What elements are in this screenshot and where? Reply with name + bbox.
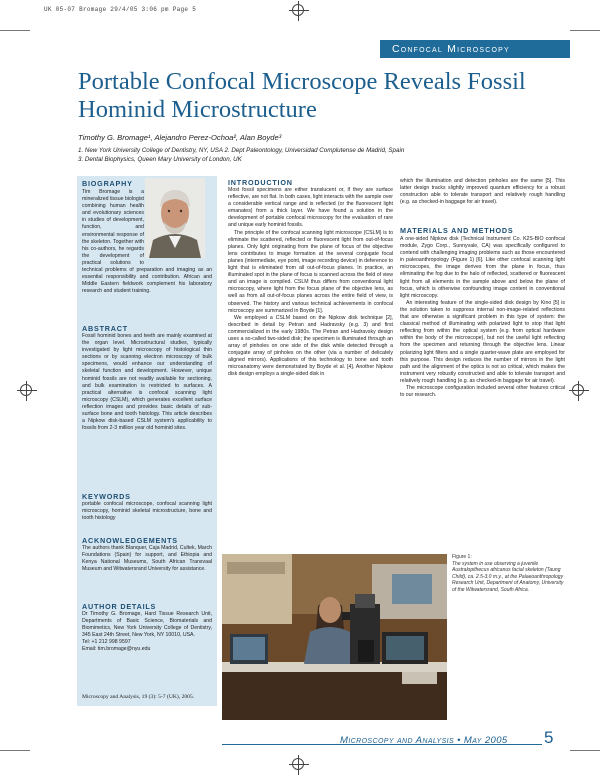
acknowledgements-text: The authors thank Blanquer, Caja Madrid, Cultek, March Foundations (Spain) for support, and Ethiopia and Kenya National Museums, South African Transvaal Museum and Witwatersrand University for assistance. xyxy=(82,545,212,573)
methods-paragraph: An interesting feature of the single-sided disk design by Kino [5] is the solution taken to suppress internal non-image-related reflections that are otherwise a significant problem in this type of system: the classical method of illuminating with polarized light to stop that light reflecting from within the optical system (e.g. from optical hardware within the body of the microscope), but not the useful light reflecting from the specimen and returning through the objective lens. Linear polarizing light filters and a single quarter-wave plate are employed for this purpose. This design reduces the number of mirrors in the light path and the alignment of the optics is not so critical, which makes the instrument very robustly constructed and able to tolerate transport and relatively rough handling (e.g. as checked-in baggage for air travel). xyxy=(400,299,565,384)
intro-paragraph: Most fossil specimens are either translucent or, if they are surface reflective, are not flat. In both cases, light interacts with the sample over a considerable vertical range and is reflected (or the fluorescent light emanates) from a thick layer. We have found a solution in the development of portable confocal microscopy for the evaluation of rare and unique early hominid fossils. xyxy=(228,187,393,229)
article-title: Portable Confocal Microscope Reveals Fossil Hominid Microstructure xyxy=(78,68,526,123)
microscope-lab-photo xyxy=(222,554,447,720)
intro-paragraph: We employed a CSLM based on the Nipkow disk technique [2], described in detail by Petran and Hadravsky (e.g. 3) and first commercialized in the early 1980s. The Petran and Hadravsky design uses a so-called two-sided disk; the specimen is illuminated through an array of pinholes on one side of the disk while detected through a conjugate array of pinholes on the other (via a number of delicately aligned mirrors). Applications of this technology to bone and tooth microanatomy were demonstrated by Boyde et al. [4]. Another Nipkow disk design employs a single-sided disk in xyxy=(228,314,393,378)
abstract-heading: ABSTRACT xyxy=(82,324,128,333)
author-tel: Tel: +1 212 998 9597 xyxy=(82,639,131,646)
author-details-text xyxy=(82,611,212,691)
column3-continued-text: which the illumination and detection pinholes are the same [5]. This latter design tracks slightly improved quantum efficiency for a robust construction able to tolerate transport and relatively rough handling (e.g. as checked-in baggage for air travel). xyxy=(400,178,565,206)
biography-heading: BIOGRAPHY xyxy=(82,179,133,188)
figure-1-photo xyxy=(222,554,447,720)
abstract-text: Fossil hominid bones and teeth are mainly examined at the organ level. Microstructural studies, typically investigated by light microscopy of histological thin sections or by scanning electron microscopy of bulk specimens, would enhance our understanding of skeletal function and development. However, unique hominid fossils are not readily available for sectioning, and bulk examination is restricted to surfaces. A practical alternative is confocal scanning light microscopy (CSLM), which generates excellent surface reflection images and provides basic details of sub-surface bone and tooth histology. This article describes a Nipkow disk-based CSLM system's applicability to fossils from 2-3 million year old hominid sites. xyxy=(82,333,212,432)
keywords-heading: KEYWORDS xyxy=(82,492,131,501)
methods-paragraph: A one-sided Nipkow disk (Technical Instrument Co. K2S-BIO confocal module, Zygo Corp., Sunnyvale, CA) was specifically configured to contend with challenging imaging problems such as those encountered in paleoanthropology (Figure 1) [6]. Like other confocal scanning light microscopes, the image derives from the plane in focus, thus eliminating the fog due to the halo of reflected, scattered or fluorescent light from all elements in the sample above and below the plane of focus, which is otherwise confounding image content in conventional light microscopy. xyxy=(400,236,565,299)
footer-text: Microscopy and Analysis • May 2005 xyxy=(340,735,508,746)
registration-mark-top xyxy=(292,4,304,16)
author-details-heading: AUTHOR DETAILS xyxy=(82,602,157,611)
affiliation-line: 3. Dental Biophysics, Queen Mary University of London, UK xyxy=(78,156,242,163)
section-label: Confocal Microscopy xyxy=(392,43,510,55)
materials-methods-heading: MATERIALS AND METHODS xyxy=(400,226,514,235)
figure-1-caption xyxy=(452,554,564,594)
intro-paragraph: The principle of the confocal scanning light microscope (CSLM) is to eliminate the scattered, reflected or fluorescent light from out-of-focus planes. Only light originating from the plane of focus of the objective lens contributes to image formation at the several conjugate focal planes (intermediate, eye point, image recording device) in deference to light that is eliminated from all out-of-focus planes. In practice, an illuminated spot in the plane of focus is scanned across the field of view and an image is compiled. CSLM thus differs from conventional light microscopy, where light from the focus plane of the objective lens, as well as from all out-of-focus planes across the entire field of view, is observed. The history and various technical achievements in confocal microscopy are summarized in Boyde [1]. xyxy=(228,229,393,314)
affiliation-line: 1. New York University College of Dentistry, NY, USA 2. Dept Paleontology, Universidad Complutense de Madrid, Spain xyxy=(78,147,405,154)
author-email: Email: tim.bromage@nyu.edu xyxy=(82,646,151,653)
acknowledgements-heading: ACKNOWLEDGEMENTS xyxy=(82,536,178,545)
figure-label: Figure 1: xyxy=(452,554,472,560)
crop-mark xyxy=(570,750,600,751)
article-authors: Timothy G. Bromage¹, Alejandro Perez-Ochoa², Alan Boyde³ xyxy=(78,133,282,142)
biography-section xyxy=(82,179,140,188)
introduction-text xyxy=(228,187,393,551)
registration-mark-left xyxy=(20,384,32,396)
printer-slug: UK 05-07 Bromage 29/4/05 3:06 pm Page 5 xyxy=(44,6,197,13)
biography-text xyxy=(82,189,212,321)
keywords-text: portable confocal microscope, confocal scanning light microscopy, hominid skeletal microstructure, bone and tooth histology xyxy=(82,501,212,522)
crop-mark xyxy=(0,750,30,751)
introduction-heading: INTRODUCTION xyxy=(228,178,293,187)
materials-methods-text xyxy=(400,236,565,546)
crop-mark xyxy=(570,30,600,31)
page-number: 5 xyxy=(544,728,554,747)
registration-mark-bottom xyxy=(292,758,304,770)
section-banner xyxy=(380,40,570,58)
crop-mark xyxy=(0,30,30,31)
methods-paragraph: The microscope configuration included several other features critical to our research. xyxy=(400,384,565,399)
registration-mark-right xyxy=(572,384,584,396)
biography-body: Tim Bromage is a mineralized tissue biologist combining human health and evolutionary sciences in studies of development, function, and environmental response of the skeleton. Together with his co-authors, he regards the development of practical solutions to technical problems of preparation and imaging as an essential responsibility and contribution. African and Middle Eastern fieldwork complement his laboratory research and student training. xyxy=(82,189,212,295)
author-affiliations xyxy=(78,146,558,164)
portrait-wrap-space xyxy=(144,189,212,263)
author-address: Dr Timothy G. Bromage, Hard Tissue Research Unit, Departments of Basic Science, Biomaterials and Biomimetics, New York University College of Dentistry, 345 East 24th Street, New York, NY 10010, USA. xyxy=(82,611,212,639)
figure-caption-text: The system in use observing a juvenile Australopithecus africanus facial skeleton (Taung Child), ca. 2.5-3.0 m.y., at the Palaeoanthropology Research Unit, Department of Anatomy, University of the Witwatersrand, South Africa. xyxy=(452,560,564,593)
article-citation: Microscopy and Analysis, 19 (3): 5-7 (UK), 2005. xyxy=(82,694,195,700)
